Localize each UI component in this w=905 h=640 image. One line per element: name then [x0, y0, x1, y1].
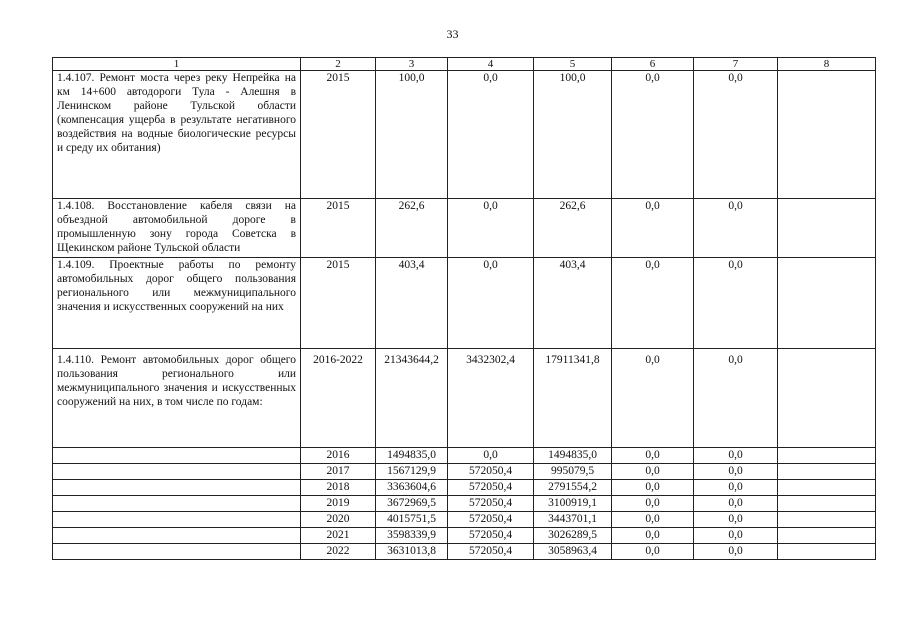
federal-amount-cell: 572050,4 — [448, 544, 534, 560]
column-number: 7 — [694, 58, 778, 71]
other-amount-cell: 0,0 — [694, 464, 778, 480]
note-cell — [778, 528, 876, 544]
total-amount-cell: 3598339,9 — [376, 528, 448, 544]
description-cell — [53, 544, 301, 560]
description-cell — [53, 480, 301, 496]
year-cell: 2015 — [301, 71, 376, 199]
year-cell: 2020 — [301, 512, 376, 528]
local-amount-cell: 0,0 — [612, 71, 694, 199]
year-cell: 2018 — [301, 480, 376, 496]
regional-amount-cell: 3058963,4 — [534, 544, 612, 560]
year-breakdown-row — [53, 496, 876, 512]
description-cell — [53, 464, 301, 480]
column-number: 8 — [778, 58, 876, 71]
budget-table — [52, 57, 876, 560]
note-cell — [778, 199, 876, 258]
description-cell: 1.4.110. Ремонт автомобильных дорог общего пользования регионального или межмуниципального значения и искусственных сооружений на них, в том числе по годам: — [53, 349, 301, 448]
total-amount-cell: 3363604,6 — [376, 480, 448, 496]
year-breakdown-row — [53, 512, 876, 528]
total-amount-cell: 1494835,0 — [376, 448, 448, 464]
total-amount-cell: 3631013,8 — [376, 544, 448, 560]
federal-amount-cell: 572050,4 — [448, 512, 534, 528]
year-cell: 2016-2022 — [301, 349, 376, 448]
regional-amount-cell: 3443701,1 — [534, 512, 612, 528]
federal-amount-cell: 0,0 — [448, 71, 534, 199]
note-cell — [778, 349, 876, 448]
year-cell: 2015 — [301, 258, 376, 349]
federal-amount-cell: 0,0 — [448, 199, 534, 258]
other-amount-cell: 0,0 — [694, 258, 778, 349]
other-amount-cell: 0,0 — [694, 480, 778, 496]
total-amount-cell: 100,0 — [376, 71, 448, 199]
regional-amount-cell: 1494835,0 — [534, 448, 612, 464]
local-amount-cell: 0,0 — [612, 349, 694, 448]
note-cell — [778, 480, 876, 496]
column-number: 3 — [376, 58, 448, 71]
description-cell: 1.4.107. Ремонт моста через реку Непрейка на км 14+600 автодороги Тула - Алешня в Ленинском районе Тульской области (компенсация ущерба в результате негативного воздействия на водные биологические ресурсы и среду их обитания) — [53, 71, 301, 199]
note-cell — [778, 448, 876, 464]
local-amount-cell: 0,0 — [612, 480, 694, 496]
year-breakdown-row — [53, 528, 876, 544]
total-amount-cell: 403,4 — [376, 258, 448, 349]
other-amount-cell: 0,0 — [694, 528, 778, 544]
regional-amount-cell: 3026289,5 — [534, 528, 612, 544]
year-breakdown-row — [53, 480, 876, 496]
other-amount-cell: 0,0 — [694, 512, 778, 528]
column-number: 4 — [448, 58, 534, 71]
other-amount-cell: 0,0 — [694, 448, 778, 464]
total-amount-cell: 3672969,5 — [376, 496, 448, 512]
local-amount-cell: 0,0 — [612, 544, 694, 560]
column-number: 1 — [53, 58, 301, 71]
local-amount-cell: 0,0 — [612, 448, 694, 464]
federal-amount-cell: 572050,4 — [448, 528, 534, 544]
year-cell: 2015 — [301, 199, 376, 258]
federal-amount-cell: 572050,4 — [448, 496, 534, 512]
page-number: 33 — [446, 27, 459, 41]
column-number: 2 — [301, 58, 376, 71]
federal-amount-cell: 572050,4 — [448, 480, 534, 496]
regional-amount-cell: 17911341,8 — [534, 349, 612, 448]
other-amount-cell: 0,0 — [694, 496, 778, 512]
note-cell — [778, 544, 876, 560]
table-row — [53, 349, 876, 448]
description-cell: 1.4.108. Восстановление кабеля связи на объездной автомобильной дороге в промышленную зону города Советска в Щекинском районе Тульской области — [53, 199, 301, 258]
regional-amount-cell: 2791554,2 — [534, 480, 612, 496]
local-amount-cell: 0,0 — [612, 512, 694, 528]
year-breakdown-row — [53, 544, 876, 560]
total-amount-cell: 21343644,2 — [376, 349, 448, 448]
note-cell — [778, 71, 876, 199]
description-cell — [53, 512, 301, 528]
total-amount-cell: 4015751,5 — [376, 512, 448, 528]
local-amount-cell: 0,0 — [612, 528, 694, 544]
year-cell: 2019 — [301, 496, 376, 512]
year-cell: 2022 — [301, 544, 376, 560]
column-number-header-row — [53, 58, 876, 71]
table-row — [53, 258, 876, 349]
local-amount-cell: 0,0 — [612, 464, 694, 480]
total-amount-cell: 1567129,9 — [376, 464, 448, 480]
other-amount-cell: 0,0 — [694, 199, 778, 258]
total-amount-cell: 262,6 — [376, 199, 448, 258]
federal-amount-cell: 3432302,4 — [448, 349, 534, 448]
regional-amount-cell: 403,4 — [534, 258, 612, 349]
note-cell — [778, 258, 876, 349]
year-cell: 2017 — [301, 464, 376, 480]
federal-amount-cell: 572050,4 — [448, 464, 534, 480]
description-cell — [53, 528, 301, 544]
note-cell — [778, 512, 876, 528]
column-number: 6 — [612, 58, 694, 71]
note-cell — [778, 464, 876, 480]
year-cell: 2016 — [301, 448, 376, 464]
year-breakdown-row — [53, 464, 876, 480]
column-number: 5 — [534, 58, 612, 71]
regional-amount-cell: 262,6 — [534, 199, 612, 258]
local-amount-cell: 0,0 — [612, 496, 694, 512]
regional-amount-cell: 995079,5 — [534, 464, 612, 480]
federal-amount-cell: 0,0 — [448, 258, 534, 349]
other-amount-cell: 0,0 — [694, 544, 778, 560]
other-amount-cell: 0,0 — [694, 349, 778, 448]
year-cell: 2021 — [301, 528, 376, 544]
table-row — [53, 199, 876, 258]
table-row — [53, 71, 876, 199]
regional-amount-cell: 100,0 — [534, 71, 612, 199]
local-amount-cell: 0,0 — [612, 199, 694, 258]
regional-amount-cell: 3100919,1 — [534, 496, 612, 512]
description-cell — [53, 496, 301, 512]
local-amount-cell: 0,0 — [612, 258, 694, 349]
year-breakdown-row — [53, 448, 876, 464]
description-cell: 1.4.109. Проектные работы по ремонту автомобильных дорог общего пользования регионального или межмуниципального значения и искусственных сооружений на них — [53, 258, 301, 349]
description-cell — [53, 448, 301, 464]
other-amount-cell: 0,0 — [694, 71, 778, 199]
federal-amount-cell: 0,0 — [448, 448, 534, 464]
note-cell — [778, 496, 876, 512]
